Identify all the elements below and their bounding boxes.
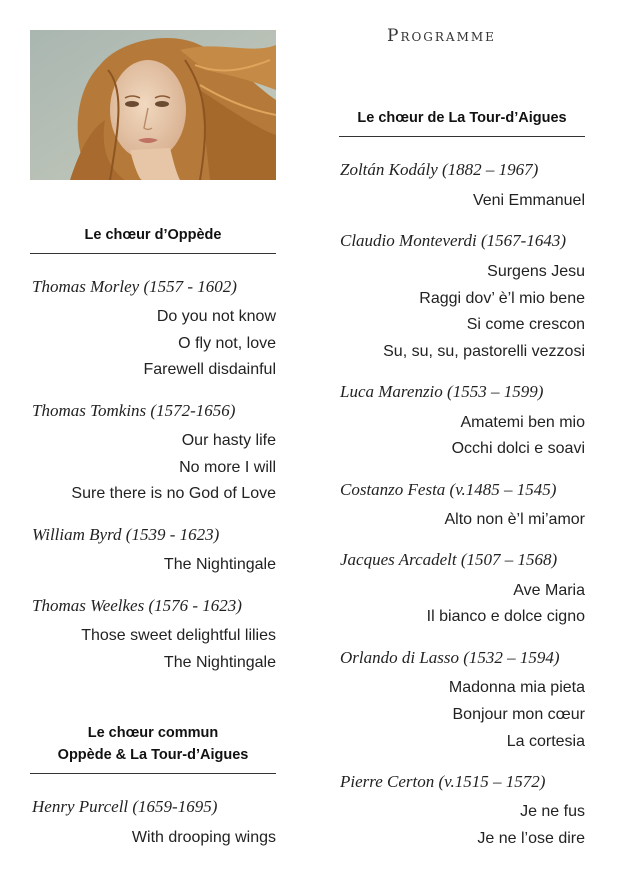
section-title-tour-daigues: Le chœur de La Tour-d’Aigues [357,110,567,126]
section-divider [30,253,276,254]
piece-title: Si come crescon [466,316,585,333]
piece-title: Je ne l’ose dire [477,830,585,847]
piece-title: Farewell disdainful [143,361,276,378]
piece-title: Amatemi ben mio [460,414,585,431]
piece-title: Sure there is no God of Love [71,485,276,502]
composer-name: Zoltán Kodály (1882 – 1967) [340,160,539,179]
piece-title: Our hasty life [181,432,276,449]
piece-title: The Nightingale [163,556,276,573]
composer-name: Orlando di Lasso (1532 – 1594) [340,648,560,667]
piece-title: Il bianco e dolce cigno [426,608,585,625]
piece-title: The Nightingale [163,654,276,671]
composer-name: Jacques Arcadelt (1507 – 1568) [340,550,558,569]
piece-title: Alto non è’l mi’amor [444,511,585,528]
piece-title: La cortesia [506,733,585,750]
piece-title: Su, su, su, pastorelli vezzosi [383,343,585,360]
section-divider [30,773,276,774]
section-divider [339,136,585,137]
piece-title: Those sweet delightful lilies [81,627,276,644]
piece-title: Surgens Jesu [487,263,585,280]
section-title-common-line2: Oppède & La Tour-d’Aigues [57,747,249,763]
piece-title: Madonna mia pieta [448,679,585,696]
venus-portrait-image [30,30,276,180]
composer-name: Costanzo Festa (v.1485 – 1545) [340,480,557,499]
piece-title: Veni Emmanuel [472,192,585,209]
piece-title: O fly not, love [178,335,276,352]
piece-title: No more I will [179,459,276,476]
programme-heading: Programme [387,26,496,46]
piece-title: Raggi dov’ è’l mio bene [419,290,585,307]
piece-title: Occhi dolci e soavi [451,440,585,457]
composer-name: Thomas Morley (1557 - 1602) [32,277,237,296]
composer-name: Pierre Certon (v.1515 – 1572) [340,772,546,791]
piece-title: With drooping wings [131,829,276,846]
composer-name: William Byrd (1539 - 1623) [32,525,220,544]
composer-name: Claudio Monteverdi (1567-1643) [340,231,566,250]
piece-title: Je ne fus [520,803,585,820]
section-title-oppede: Le chœur d’Oppède [84,227,222,243]
composer-name: Henry Purcell (1659-1695) [32,797,218,816]
piece-title: Bonjour mon cœur [452,706,585,723]
section-title-common-line1: Le chœur commun [87,725,219,741]
composer-name: Luca Marenzio (1553 – 1599) [340,382,544,401]
composer-name: Thomas Weelkes (1576 - 1623) [32,596,242,615]
composer-name: Thomas Tomkins (1572-1656) [32,401,236,420]
piece-title: Ave Maria [513,582,585,599]
piece-title: Do you not know [156,308,276,325]
